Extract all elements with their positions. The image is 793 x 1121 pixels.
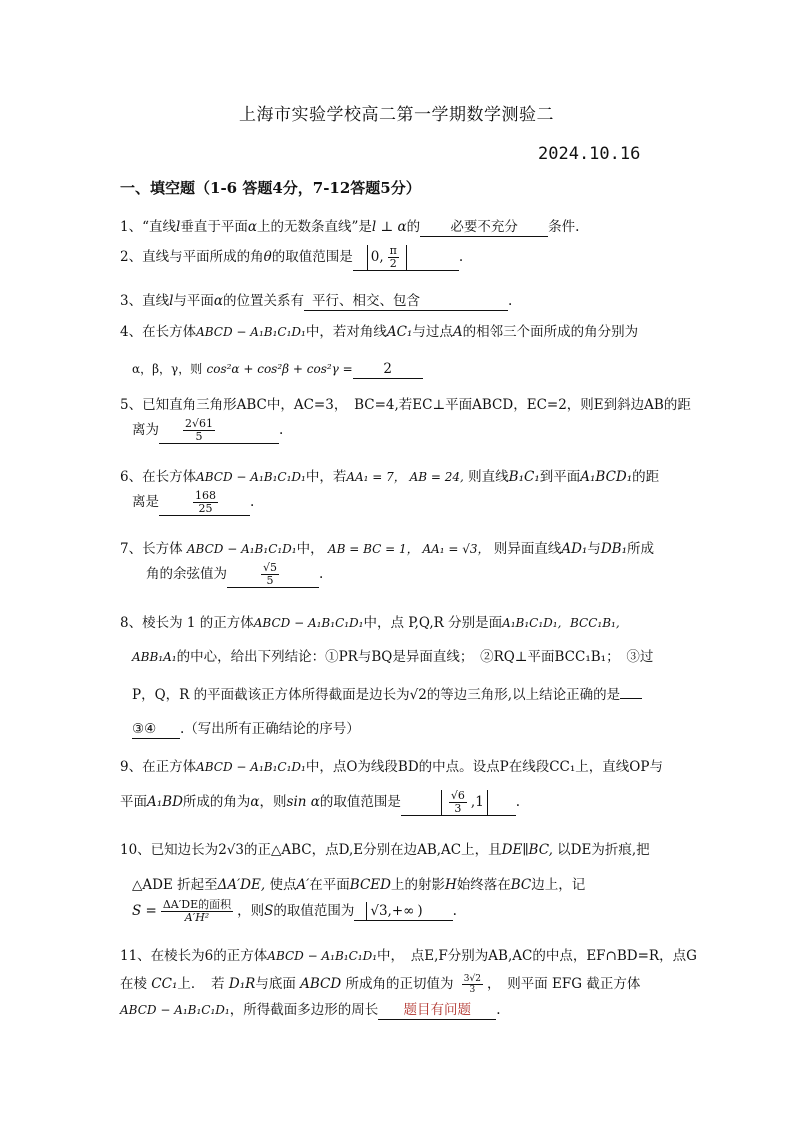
answer-7: $\frac{√5}{5}$ bbox=[227, 562, 319, 588]
question-8: 8、棱长为 1 的正方体ABCD − A₁B₁C₁D₁中，点 P,Q,R 分别是面A₁B₁C₁D₁, BCC₁B₁, bbox=[120, 615, 620, 631]
question-1: 1、“直线l垂直于平面α上的无数条直线”是l ⊥ α的 必要不充分 条件. bbox=[120, 219, 580, 235]
exam-date: 2024.10.16 bbox=[538, 144, 641, 164]
answer-3: 平行、相交、包含 bbox=[304, 292, 508, 311]
answer-10: √3,+∞ ) bbox=[354, 902, 452, 921]
question-7-line-2: 角的余弦值为 $\frac{√5}{5}$ . bbox=[146, 561, 324, 587]
question-5: 5、已知直角三角形ABC中，AC=3， BC=4,若EC⊥平面ABCD，EC=2，则E到斜边AB的距 bbox=[120, 397, 691, 413]
question-2: 2、直线与平面所成的角θ的取值范围是 0, $\frac{\pi}{2}$ . bbox=[120, 244, 464, 270]
page-title: 上海市实验学校高二第一学期数学测验二 bbox=[239, 105, 554, 125]
question-9: 9、在正方体ABCD − A₁B₁C₁D₁中，点O为线段BD的中点。设点P在线段CC₁上，直线OP与 bbox=[120, 759, 663, 775]
question-4-line-2: α，β，γ，则 cos²α + cos²β + cos²γ = 2 bbox=[132, 360, 423, 379]
answer-2: 0, $\frac{\pi}{2}$ bbox=[353, 245, 459, 271]
question-8-line-2: ABB₁A₁的中心，给出下列结论：①PR与BQ是异面直线； ②RQ⊥平面BCC₁B₁； ③过 bbox=[132, 649, 654, 665]
answer-1: 必要不充分 bbox=[420, 218, 548, 237]
question-8-line-3: P，Q，R 的平面截该正方体所得截面是边长为√2的等边三角形,以上结论正确的是 bbox=[132, 686, 642, 704]
question-8-line-4: ③④ .（写出所有正确结论的序号） bbox=[132, 721, 360, 737]
question-5-line-2: 离为 $\frac{2√61}{5}$ . bbox=[132, 417, 284, 443]
answer-5: $\frac{2√61}{5}$ bbox=[159, 418, 279, 444]
question-6: 6、在长方体ABCD − A₁B₁C₁D₁中，若AA₁ = 7， AB = 24, 则直线B₁C₁到平面A₁BCD₁的距 bbox=[120, 469, 660, 485]
question-11-line-3: ABCD − A₁B₁C₁D₁，所得截面多边形的周长 题目有问题 . bbox=[120, 1002, 501, 1018]
question-6-line-2: 离是 $\frac{168}{25}$ . bbox=[132, 489, 255, 515]
answer-4: 2 bbox=[353, 360, 423, 379]
question-11: 11、在棱长为6的正方体ABCD − A₁B₁C₁D₁中， 点E,F分别为AB,AC的中点，EF∩BD=R，点G bbox=[120, 948, 697, 964]
question-10-line-2: △ADE 折起至ΔA′DE, 使点A′在平面BCED上的射影H始终落在BC边上，记 bbox=[132, 877, 586, 893]
question-9-line-2: 平面A₁BD所成的角为α，则sin α的取值范围是 $\frac{√6}{3}$ ,1 . bbox=[120, 789, 521, 815]
answer-11: 题目有问题 bbox=[378, 1001, 496, 1020]
question-4: 4、在长方体ABCD − A₁B₁C₁D₁中，若对角线AC₁与过点A的相邻三个面所成的角分别为 bbox=[120, 324, 639, 340]
question-7: 7、长方体 ABCD − A₁B₁C₁D₁中， AB = BC = 1， AA₁ = √3， 则异面直线AD₁与DB₁所成 bbox=[120, 541, 655, 557]
question-3: 3、直线l与平面α的位置关系有 平行、相交、包含 . bbox=[120, 293, 513, 309]
answer-9: $\frac{√6}{3}$ ,1 bbox=[401, 790, 516, 816]
question-11-line-2: 在棱 CC₁上． 若 D₁R与底面 ABCD 所成角的正切值为 $\frac{3√2}{3}$ ， 则平面 EFG 截正方体 bbox=[120, 974, 641, 995]
question-10: 10、已知边长为2√3的正△ABC，点D,E分别在边AB,AC上，且DE∥BC, 以DE为折痕,把 bbox=[120, 842, 650, 858]
section-heading: 一、填空题（1-6 答题4分，7-12答题5分） bbox=[120, 179, 421, 197]
question-10-line-3: S = $\frac{\text{ΔA′DE的面积}}{\text{A′H²}}$ ，则S的取值范围为 √3,+∞ ) . bbox=[132, 898, 457, 924]
answer-8: ③④ bbox=[132, 720, 180, 739]
answer-6: $\frac{168}{25}$ bbox=[159, 490, 250, 516]
